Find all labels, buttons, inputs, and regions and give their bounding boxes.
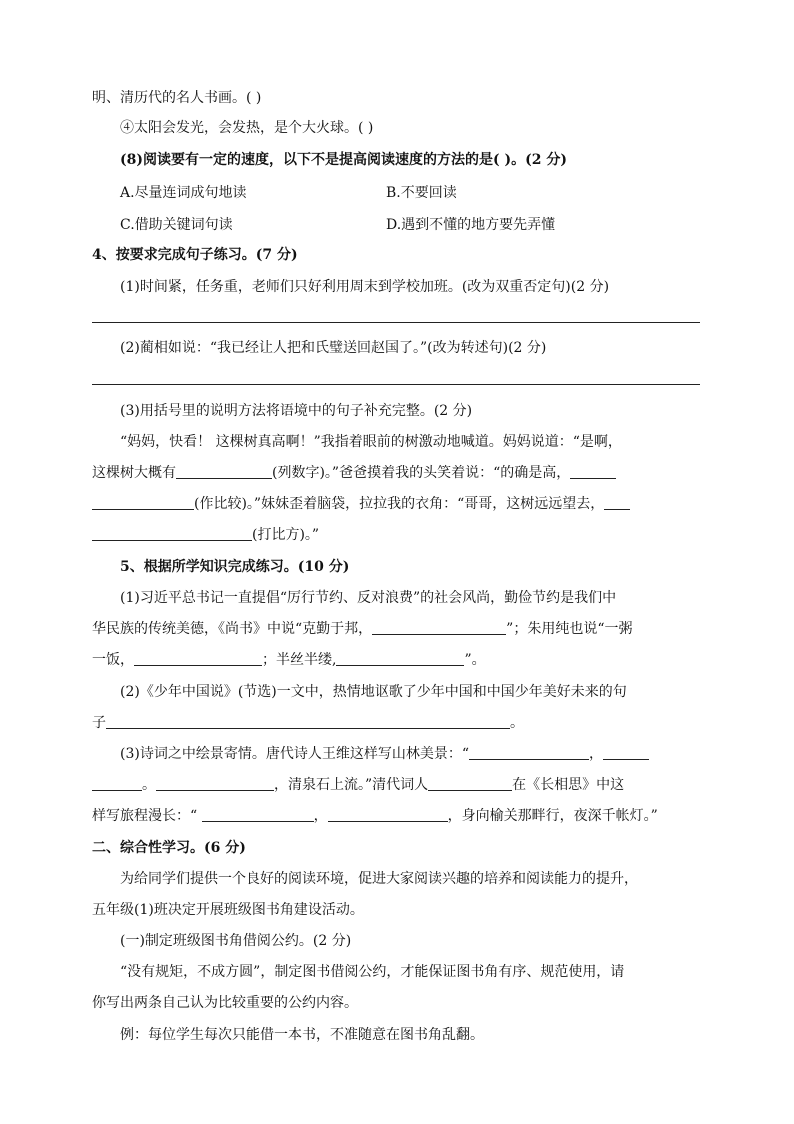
question-4-2: (2)蔺相如说：“我已经让人把和氏璧送回赵国了。”(改为转述句)(2 分) [120, 340, 547, 356]
fill-blank[interactable] [92, 526, 252, 541]
question-4-3: (3)用括号里的说明方法将语境中的句子补充完整。(2 分) [120, 403, 473, 419]
section-heading-4: 4、按要求完成句子练习。(7 分) [92, 247, 298, 263]
fill-blank[interactable] [604, 495, 630, 510]
option-d: D.遇到不懂的地方要先弄懂 [386, 217, 556, 233]
text-span: (3)诗词之中绘景寄情。唐代诗人王维这样写山林美景：“ [120, 746, 469, 762]
text-line [120, 744, 740, 764]
answer-line[interactable] [92, 322, 700, 323]
option-c: C.借助关键词句读 [120, 217, 233, 233]
text-line [92, 494, 712, 514]
question-8: (8)阅读要有一定的速度，以下不是提高阅读速度的方法的是( )。(2 分) [120, 152, 567, 168]
text-span: (列数字)。”爸爸摸着我的头笑着说：“的确是高， [272, 465, 571, 481]
text-line: “妈妈，快看！ 这棵树真高啊！”我指着眼前的树激动地喊道。妈妈说道：“是啊， [120, 434, 622, 450]
text-line: (1)习近平总书记一直提倡“厉行节约、反对浪费”的社会风尚，勤俭节约是我们中 [120, 590, 617, 606]
text-span: ”；朱用纯也说“一粥 [506, 621, 633, 637]
section-heading-5: 5、根据所学知识完成练习。(10 分) [120, 559, 350, 575]
text-line [92, 525, 712, 545]
text-line: 明、清历代的名人书画。( ) [92, 90, 262, 106]
question-4-1: (1)时间紧，任务重，老师们只好利用周末到学校加班。(改为双重否定句)(2 分) [120, 279, 610, 295]
text-span: ，身向榆关那畔行，夜深千帐灯。” [447, 808, 658, 824]
text-line [92, 619, 712, 639]
fill-blank[interactable] [328, 807, 448, 822]
text-span: 。 [510, 715, 524, 731]
text-span: 子 [92, 715, 106, 731]
section-heading-2: 二、综合性学习。(6 分) [92, 840, 246, 856]
text-line [92, 650, 712, 670]
fill-blank[interactable] [428, 776, 512, 791]
text-span: ， [313, 808, 328, 824]
option-b: B.不要回读 [386, 185, 457, 201]
text-line: (2)《少年中国说》(节选)一文中，热情地讴歌了少年中国和中国少年美好未来的句 [120, 684, 627, 700]
text-span: 这棵树大概有 [92, 465, 176, 481]
fill-blank[interactable] [134, 651, 262, 666]
subsection-title: (一)制定班级图书角借阅公约。(2 分) [120, 933, 352, 949]
fill-blank[interactable] [469, 745, 589, 760]
text-line [92, 806, 712, 826]
answer-line[interactable] [92, 384, 700, 385]
fill-blank[interactable] [336, 651, 464, 666]
text-span: 在《长相思》中这 [512, 777, 625, 793]
text-span: 一饭， [92, 652, 134, 668]
fill-blank[interactable] [92, 776, 142, 791]
fill-blank[interactable] [106, 714, 510, 729]
text-line [92, 775, 712, 795]
text-span: 样写旅程漫长：“ [92, 808, 202, 824]
fill-blank[interactable] [202, 807, 314, 822]
fill-blank[interactable] [176, 464, 272, 479]
text-line: 为给同学们提供一个良好的阅读环境，促进大家阅读兴趣的培养和阅读能力的提升， [120, 871, 638, 887]
example-line: 例：每位学生每次只能借一本书，不准随意在图书角乱翻。 [120, 1027, 484, 1043]
text-line [92, 463, 712, 483]
fill-blank[interactable] [570, 464, 616, 479]
text-span: ；半丝半缕, [262, 652, 337, 668]
option-a: A.尽量连词成句地读 [120, 185, 247, 201]
fill-blank[interactable] [92, 495, 194, 510]
fill-blank[interactable] [603, 745, 649, 760]
text-line: ④太阳会发光，会发热，是个大火球。( ) [120, 120, 374, 136]
fill-blank[interactable] [372, 620, 506, 635]
fill-blank[interactable] [156, 776, 274, 791]
text-span: (打比方)。” [252, 527, 320, 543]
text-span: 华民族的传统美德，《尚书》中说“克勤于邦， [92, 621, 373, 637]
text-line: “没有规矩，不成方圆”，制定图书借阅公约，才能保证图书角有序、规范使用，请 [120, 964, 625, 980]
text-span: ”。 [464, 652, 486, 668]
text-line: 你写出两条自己认为比较重要的公约内容。 [92, 995, 358, 1011]
text-span: ， [589, 746, 603, 762]
text-line: 五年级(1)班决定开展班级图书角建设活动。 [92, 902, 364, 918]
text-line [92, 713, 712, 733]
text-span: (作比较)。”妹妹歪着脑袋，拉拉我的衣角：“哥哥，这树远远望去， [194, 496, 605, 512]
text-span: 。 [142, 777, 156, 793]
text-span: ，清泉石上流。”清代词人 [274, 777, 429, 793]
